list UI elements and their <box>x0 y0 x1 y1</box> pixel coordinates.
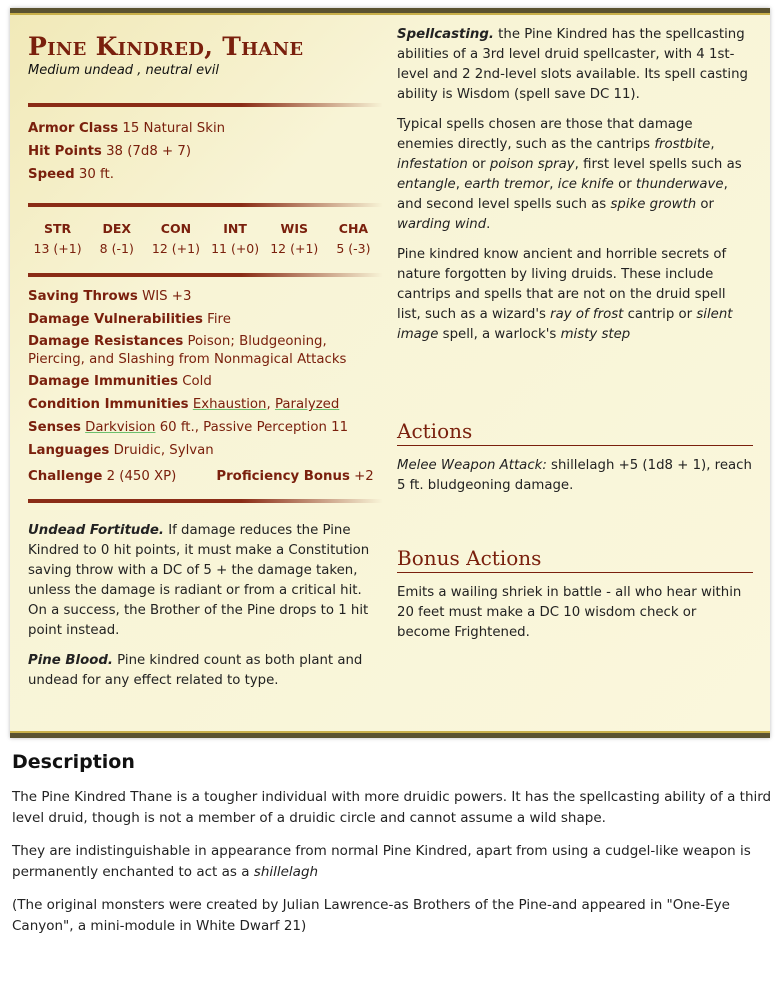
languages: Languages Druidic, Sylvan <box>28 443 214 458</box>
condition-immunities: Condition Immunities Exhaustion, Paralyzed <box>28 397 340 412</box>
secrets-paragraph: Pine kindred know ancient and horrible secrets of nature forgotten by living druids. These include cantrips and spells that are not on the druid spell list, such as a wizard's ray of frost cantrip or silent image spell, a warlock's misty step <box>397 247 733 342</box>
description-section <box>12 752 772 949</box>
action-shillelagh: Melee Weapon Attack: shillelagh +5 (1d8 + 1), reach 5 ft. bludgeoning damage. <box>397 458 752 493</box>
ability-str: STR 13 (+1) <box>33 221 82 256</box>
exhaustion-link[interactable]: Exhaustion <box>192 397 267 412</box>
description-paragraph: The Pine Kindred Thane is a tougher individual with more druidic powers. It has the spellcasting ability of a third level druid, though is not a member of a druidic circle and cannot assume a wild shape. <box>12 789 772 826</box>
damage-immunities: Damage Immunities Cold <box>28 374 212 389</box>
trait-undead-fortitude: Undead Fortitude. If damage reduces the Pine Kindred to 0 hit points, it must make a Constitution saving throw with a DC of 5 + the damage taken, unless the damage is radiant or from a critical hit. On a success, the Brother of the Pine drops to 1 hit point instead. <box>28 523 370 638</box>
challenge-row: Challenge 2 (450 XP) Proficiency Bonus +2 <box>28 469 374 484</box>
saving-throws: Saving Throws WIS +3 <box>28 289 192 304</box>
armor-class: Armor Class 15 Natural Skin <box>28 121 226 136</box>
damage-resistances: Damage Resistances Poison; Bludgeoning, Piercing, and Slashing from Nonmagical Attacks <box>28 334 347 367</box>
divider <box>28 273 383 277</box>
stat-block-left-column <box>28 13 383 701</box>
speed: Speed 30 ft. <box>28 167 114 182</box>
ability-wis: WIS 12 (+1) <box>270 221 319 256</box>
bonus-actions-heading: Bonus Actions <box>397 548 753 573</box>
stat-block <box>10 8 770 738</box>
ability-int: INT 11 (+0) <box>211 221 260 256</box>
monster-name: Pine Kindred, Thane <box>28 32 304 61</box>
ability-con: CON 12 (+1) <box>151 221 200 256</box>
bonus-action-shriek: Emits a wailing shriek in battle - all who hear within 20 feet must make a DC 10 wisdom check or become Frightened. <box>397 585 742 640</box>
divider <box>28 203 383 207</box>
divider <box>28 103 383 107</box>
spells-paragraph: Typical spells chosen are those that damage enemies directly, such as the cantrips frostbite, infestation or poison spray, first level spells such as entangle, earth tremor, ice knife or thunderwave, and second level spells such as spike growth or warding wind. <box>397 117 742 232</box>
trait-pine-blood: Pine Blood. Pine kindred count as both plant and undead for any effect related to type. <box>28 653 363 688</box>
description-paragraph: (The original monsters were created by Julian Lawrence-as Brothers of the Pine-and appeared in "One-Eye Canyon", a mini-module in White Dwarf 21) <box>12 897 730 934</box>
ability-cha: CHA 5 (-3) <box>336 221 371 256</box>
description-paragraph: They are indistinguishable in appearance from normal Pine Kindred, apart from using a cudgel-like weapon is permanently enchanted to act as a shillelagh <box>12 843 751 880</box>
divider <box>28 499 383 503</box>
hit-points: Hit Points 38 (7d8 + 7) <box>28 144 192 159</box>
actions-heading: Actions <box>397 421 753 446</box>
stat-block-right-column <box>397 25 753 653</box>
paralyzed-link[interactable]: Paralyzed <box>274 397 340 412</box>
trait-spellcasting: Spellcasting. the Pine Kindred has the spellcasting abilities of a 3rd level druid spellcaster, with 4 1st-level and 2 2nd-level slots available. Its spell casting ability is Wisdom (spell save DC 11). <box>397 27 748 102</box>
monster-meta: Medium undead , neutral evil <box>28 63 220 78</box>
darkvision-link[interactable]: Darkvision <box>85 420 156 435</box>
senses: Senses Darkvision 60 ft., Passive Perception 11 <box>28 420 349 435</box>
damage-vulnerabilities: Damage Vulnerabilities Fire <box>28 312 231 327</box>
ability-scores <box>28 219 383 259</box>
description-heading: Description <box>12 751 135 773</box>
ability-dex: DEX 8 (-1) <box>99 221 134 256</box>
